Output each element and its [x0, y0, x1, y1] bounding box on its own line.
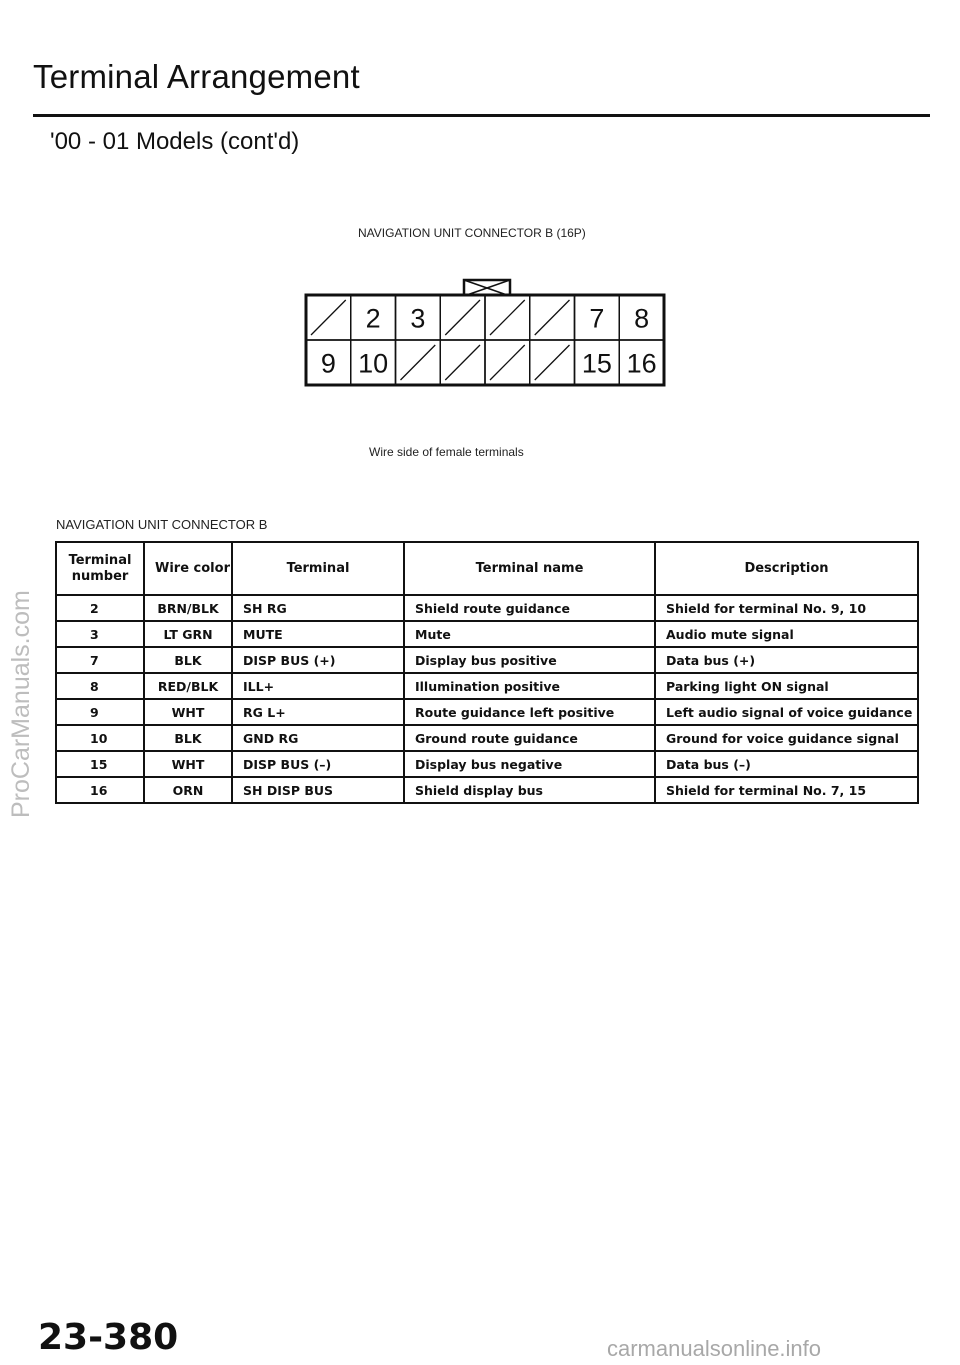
terminal-pin-label: 16	[626, 348, 657, 379]
terminal-number-cell: 3	[56, 621, 144, 647]
page-title: Terminal Arrangement	[33, 58, 360, 95]
description-cell: Data bus (+)	[655, 647, 918, 673]
terminal-name-cell: Ground route guidance	[404, 725, 655, 751]
terminal-pin-label: 9	[320, 348, 336, 379]
terminal-cell: MUTE	[232, 621, 404, 647]
terminal-number-cell: 7	[56, 647, 144, 673]
header-terminal: Terminal	[232, 542, 404, 595]
terminal-pin-label: 15	[581, 348, 612, 379]
terminal-cell: ILL+	[232, 673, 404, 699]
terminal-name-cell: Route guidance left positive	[404, 699, 655, 725]
title-rule	[33, 114, 930, 117]
header-terminal-name: Terminal name	[404, 542, 655, 595]
terminal-pin-label: 3	[410, 303, 426, 334]
connector-caption: Wire side of female terminals	[369, 445, 524, 459]
description-cell: Audio mute signal	[655, 621, 918, 647]
terminal-table	[55, 541, 919, 804]
terminal-cell: GND RG	[232, 725, 404, 751]
terminal-number-cell: 9	[56, 699, 144, 725]
wire-color-cell: ORN	[144, 777, 232, 803]
table-row	[56, 751, 918, 777]
terminal-cell: SH RG	[232, 595, 404, 621]
header-wire-color: Wire color	[144, 542, 232, 595]
terminal-name-cell: Shield display bus	[404, 777, 655, 803]
description-cell: Ground for voice guidance signal	[655, 725, 918, 751]
wire-color-cell: WHT	[144, 699, 232, 725]
terminal-pin-label: 2	[365, 303, 381, 334]
table-label: NAVIGATION UNIT CONNECTOR B	[56, 517, 268, 532]
wire-color-cell: RED/BLK	[144, 673, 232, 699]
description-cell: Shield for terminal No. 7, 15	[655, 777, 918, 803]
connector-label: NAVIGATION UNIT CONNECTOR B (16P)	[358, 226, 586, 240]
terminal-number-cell: 16	[56, 777, 144, 803]
page-subtitle: '00 - 01 Models (cont'd)	[50, 128, 300, 155]
table-row	[56, 725, 918, 751]
terminal-name-cell: Display bus negative	[404, 751, 655, 777]
terminal-pin-label: 10	[358, 348, 389, 379]
terminal-name-cell: Display bus positive	[404, 647, 655, 673]
terminal-name-cell: Mute	[404, 621, 655, 647]
table-row	[56, 699, 918, 725]
terminal-number-cell: 10	[56, 725, 144, 751]
wire-color-cell: LT GRN	[144, 621, 232, 647]
table-header-row	[56, 542, 918, 595]
connector-diagram	[300, 275, 670, 400]
side-watermark: ProCarManuals.com	[7, 590, 35, 818]
terminal-name-cell: Illumination positive	[404, 673, 655, 699]
terminal-cell: RG L+	[232, 699, 404, 725]
terminal-number-cell: 2	[56, 595, 144, 621]
terminal-cell: SH DISP BUS	[232, 777, 404, 803]
terminal-cell: DISP BUS (+)	[232, 647, 404, 673]
table-row	[56, 777, 918, 803]
wire-color-cell: BLK	[144, 725, 232, 751]
description-cell: Data bus (–)	[655, 751, 918, 777]
description-cell: Shield for terminal No. 9, 10	[655, 595, 918, 621]
description-cell: Left audio signal of voice guidance	[655, 699, 918, 725]
header-terminal-number: Terminal number	[56, 542, 144, 595]
table-row	[56, 595, 918, 621]
wire-color-cell: BRN/BLK	[144, 595, 232, 621]
wire-color-cell: BLK	[144, 647, 232, 673]
connector-face	[300, 275, 670, 395]
terminal-number-cell: 8	[56, 673, 144, 699]
table-row	[56, 621, 918, 647]
description-cell: Parking light ON signal	[655, 673, 918, 699]
footer-watermark: carmanualsonline.info	[607, 1336, 822, 1361]
terminal-number-cell: 15	[56, 751, 144, 777]
terminal-name-cell: Shield route guidance	[404, 595, 655, 621]
terminal-pin-label: 7	[589, 303, 605, 334]
terminal-pin-label: 8	[634, 303, 650, 334]
header-description: Description	[655, 542, 918, 595]
table-row	[56, 647, 918, 673]
terminal-cell: DISP BUS (–)	[232, 751, 404, 777]
page-number: 23-380	[38, 1317, 179, 1358]
table-row	[56, 673, 918, 699]
wire-color-cell: WHT	[144, 751, 232, 777]
